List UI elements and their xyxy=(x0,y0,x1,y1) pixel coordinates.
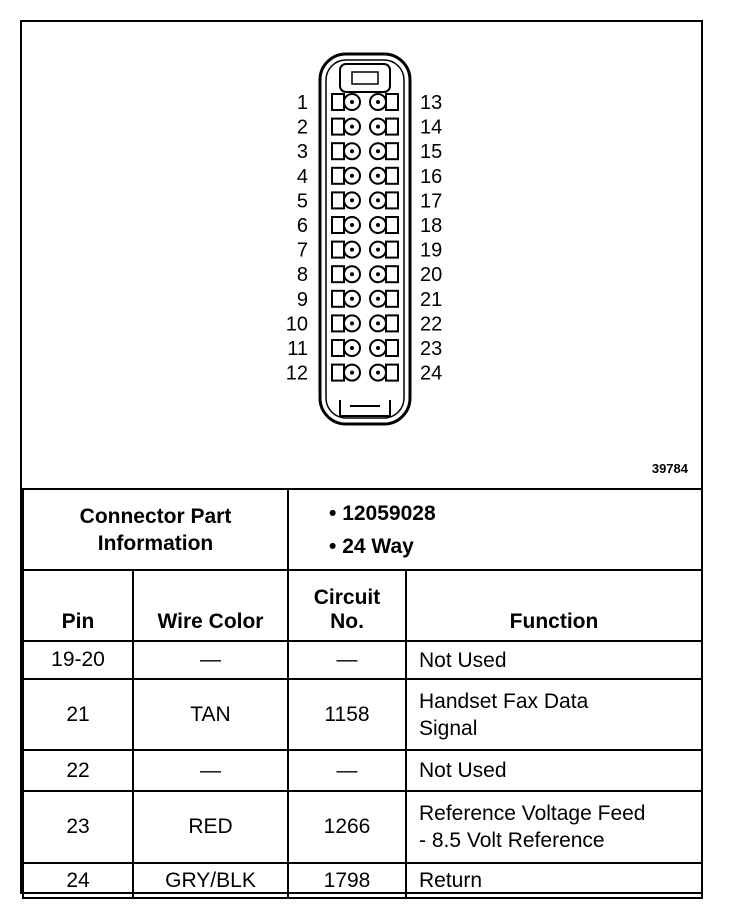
part-number-line xyxy=(329,497,701,530)
right-cavity-slot xyxy=(386,266,398,282)
right-pin-label: 22 xyxy=(420,313,443,336)
wire-color-cell: — xyxy=(133,750,288,791)
pinout-table xyxy=(22,488,703,899)
wire-color-cell: TAN xyxy=(133,679,288,750)
left-pin-label: 3 xyxy=(296,141,308,164)
left-cavity-slot xyxy=(332,94,344,110)
circuit-cell: — xyxy=(288,750,406,791)
function-cell xyxy=(406,863,702,898)
right-pin-label: 19 xyxy=(420,239,443,262)
function-line1: Handset Fax Data xyxy=(419,689,589,713)
function-line1: Reference Voltage Feed xyxy=(419,802,646,825)
right-terminal-dot xyxy=(376,100,380,104)
left-terminal-dot xyxy=(350,371,354,375)
connector-diagram xyxy=(22,22,701,488)
left-cavity-slot xyxy=(332,266,344,282)
left-pin-label: 6 xyxy=(296,215,308,237)
right-terminal-dot xyxy=(376,198,380,202)
circuit-cell: — xyxy=(288,641,406,679)
right-cavity-slot xyxy=(386,315,398,331)
table-row xyxy=(23,791,702,863)
right-terminal-dot xyxy=(376,297,380,301)
right-cavity-slot xyxy=(386,340,398,356)
right-terminal-dot xyxy=(376,272,380,276)
left-cavity-slot xyxy=(332,143,344,159)
table-row xyxy=(23,679,702,750)
left-terminal-dot xyxy=(350,223,354,227)
right-terminal-dot xyxy=(376,174,380,178)
wire-color-cell: GRY/BLK xyxy=(133,863,288,898)
pin-cell: 19-20 xyxy=(23,641,133,679)
left-terminal-dot xyxy=(350,198,354,202)
left-cavity-slot xyxy=(332,365,344,381)
function-line2: Signal xyxy=(419,716,478,740)
left-cavity-slot xyxy=(332,168,344,184)
connector-part-info-label xyxy=(23,489,288,570)
function-line1: Not Used xyxy=(419,648,507,672)
circuit-cell: 1266 xyxy=(288,791,406,863)
header-pin: Pin xyxy=(23,570,133,641)
header-function: Function xyxy=(406,570,702,641)
part-number: 12059028 xyxy=(342,501,436,525)
left-cavity-slot xyxy=(332,315,344,331)
wire-color-cell: — xyxy=(133,641,288,679)
connector-part-info-values xyxy=(288,489,702,570)
left-cavity-slot xyxy=(332,217,344,233)
function-cell xyxy=(406,791,702,863)
header-circuit-no xyxy=(288,570,406,641)
right-cavity-slot xyxy=(386,168,398,184)
header-circuit-line2: No. xyxy=(330,610,364,633)
right-cavity-slot xyxy=(386,242,398,258)
function-cell xyxy=(406,641,702,679)
bullet-1: • xyxy=(329,501,337,525)
bottom-latch xyxy=(340,400,390,416)
pin-cell: 21 xyxy=(23,679,133,750)
left-cavity-slot xyxy=(332,242,344,258)
header-circuit-line1: Circuit xyxy=(313,586,381,609)
wire-color-cell: RED xyxy=(133,791,288,863)
right-cavity-slot xyxy=(386,365,398,381)
function-line1: Not Used xyxy=(419,759,507,782)
pin-cell: 23 xyxy=(23,791,133,863)
function-cell xyxy=(406,750,702,791)
circuit-cell: 1158 xyxy=(288,679,406,750)
right-pin-label: 14 xyxy=(420,116,443,139)
left-pin-label: 5 xyxy=(296,190,308,213)
right-cavity-slot xyxy=(386,143,398,159)
right-terminal-dot xyxy=(376,371,380,375)
left-pin-label: 11 xyxy=(287,338,308,360)
right-pin-label: 16 xyxy=(420,165,443,188)
left-pin-label: 9 xyxy=(296,288,308,311)
right-cavity-slot xyxy=(386,94,398,110)
pinout-frame xyxy=(20,20,703,894)
ways-line xyxy=(329,530,701,563)
table-row xyxy=(23,863,702,898)
right-pin-label: 15 xyxy=(420,141,443,164)
right-terminal-dot xyxy=(376,321,380,325)
left-terminal-dot xyxy=(350,346,354,350)
right-cavity-slot xyxy=(386,192,398,208)
cpi-label-line1: Connector Part xyxy=(79,504,232,528)
left-terminal-dot xyxy=(350,297,354,301)
left-terminal-dot xyxy=(350,100,354,104)
right-pin-label: 13 xyxy=(420,92,443,114)
left-cavity-slot xyxy=(332,119,344,135)
right-pin-label: 23 xyxy=(420,338,443,360)
cpi-label-line2: Information xyxy=(97,531,214,555)
left-terminal-dot xyxy=(350,174,354,178)
left-pin-label: 2 xyxy=(296,116,308,139)
left-terminal-dot xyxy=(350,149,354,153)
connector-ways: 24 Way xyxy=(342,534,414,558)
top-latch xyxy=(340,64,390,92)
left-pin-label: 7 xyxy=(296,239,308,262)
left-cavity-slot xyxy=(332,340,344,356)
function-line1: Return xyxy=(419,869,483,892)
right-cavity-slot xyxy=(386,217,398,233)
function-line2: - 8.5 Volt Reference xyxy=(419,829,605,852)
pin-cell: 22 xyxy=(23,750,133,791)
right-pin-label: 21 xyxy=(420,288,443,311)
left-cavity-slot xyxy=(332,192,344,208)
left-pin-label: 10 xyxy=(285,313,308,336)
left-terminal-dot xyxy=(350,272,354,276)
right-pin-label: 20 xyxy=(420,264,443,287)
right-terminal-dot xyxy=(376,223,380,227)
left-pin-label: 12 xyxy=(285,362,308,385)
left-cavity-slot xyxy=(332,291,344,307)
right-cavity-slot xyxy=(386,291,398,307)
figure-id: 39784 xyxy=(651,461,688,476)
top-latch-slot xyxy=(352,72,378,84)
right-pin-label: 24 xyxy=(420,362,443,385)
right-terminal-dot xyxy=(376,149,380,153)
header-wire-color: Wire Color xyxy=(133,570,288,641)
left-terminal-dot xyxy=(350,321,354,325)
right-pin-label: 18 xyxy=(420,215,443,237)
table-row xyxy=(23,641,702,679)
circuit-cell: 1798 xyxy=(288,863,406,898)
left-pin-label: 4 xyxy=(296,165,308,188)
right-terminal-dot xyxy=(376,125,380,129)
table-row xyxy=(23,750,702,791)
right-pin-label: 17 xyxy=(420,190,443,213)
left-terminal-dot xyxy=(350,248,354,252)
right-terminal-dot xyxy=(376,346,380,350)
right-cavity-slot xyxy=(386,119,398,135)
bullet-2: • xyxy=(329,534,337,558)
left-terminal-dot xyxy=(350,125,354,129)
left-pin-label: 1 xyxy=(296,92,308,114)
function-cell xyxy=(406,679,702,750)
left-pin-label: 8 xyxy=(296,264,308,287)
pin-cell: 24 xyxy=(23,863,133,898)
connector-face-drawing xyxy=(22,22,701,488)
right-terminal-dot xyxy=(376,248,380,252)
